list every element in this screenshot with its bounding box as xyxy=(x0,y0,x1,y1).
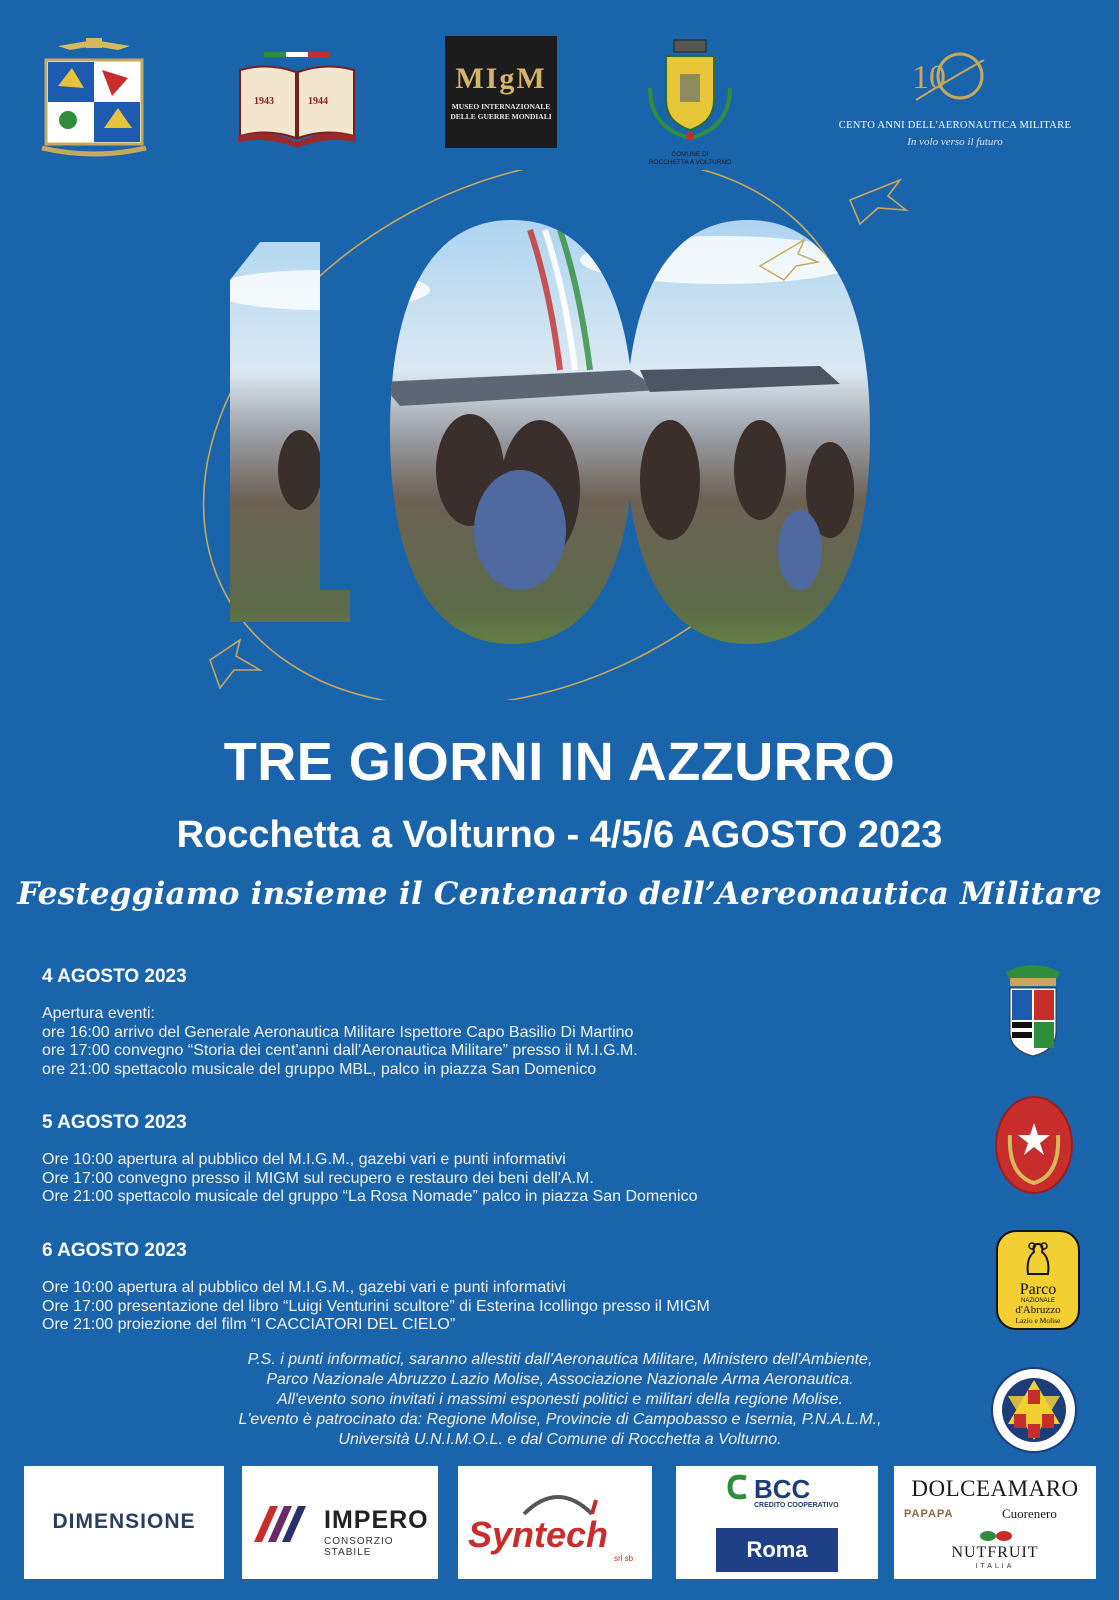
sponsor-dolceamaro xyxy=(894,1466,1096,1579)
day-2-line: Ore 21:00 spettacolo musicale del gruppo “La Rosa Nomade” palco in piazza San Domenico xyxy=(42,1188,698,1205)
sponsor-dimensione xyxy=(24,1466,224,1579)
migm-name: MIgM xyxy=(455,62,547,95)
impero-subtitle: CONSORZIO STABILE xyxy=(324,1536,394,1558)
note-line: Università U.N.I.M.O.L. e dal Comune di Rocchetta a Volturno. xyxy=(338,1431,782,1448)
parco-region: Lazio e Molise xyxy=(1015,1316,1061,1325)
centenary-title: CENTO ANNI DELL'AERONAUTICA MILITARE xyxy=(838,120,1072,131)
regione-molise-crest-icon xyxy=(1000,962,1066,1058)
impero-name: IMPERO xyxy=(324,1506,429,1534)
cuorenero-brand: Cuorenero xyxy=(1002,1506,1057,1521)
notes-block xyxy=(120,1350,1000,1450)
aeronautica-coat-of-arms-icon xyxy=(38,36,150,158)
migm-subtitle-2: DELLE GUERRE MONDIALI xyxy=(450,112,552,121)
bcc-name: BCC xyxy=(754,1474,811,1504)
parco-name: Parco xyxy=(1019,1281,1057,1298)
day-2-date: 5 AGOSTO 2023 xyxy=(42,1112,187,1133)
day-2-line: Ore 10:00 apertura al pubblico del M.I.G.M., gazebi vari e punti informativi xyxy=(42,1151,566,1168)
impero-mark-icon xyxy=(252,1502,316,1546)
note-line: P.S. i punti informatici, saranno allestiti dall'Aeronautica Militare, Ministero dell'Ambiente, xyxy=(247,1351,873,1368)
day-3-date: 6 AGOSTO 2023 xyxy=(42,1240,187,1261)
day-3-line: Ore 17:00 presentazione del libro “Luigi Venturini scultore” di Esterina Icollingo presso il MIGM xyxy=(42,1297,710,1315)
syntech-suffix: srl sb xyxy=(614,1554,634,1563)
parco-nazionale: NAZIONALE xyxy=(1020,1298,1055,1304)
sponsor-syntech xyxy=(458,1466,652,1579)
papapa-brand: PAPAPA xyxy=(904,1508,954,1520)
universita-molise-seal-icon xyxy=(990,1366,1078,1454)
day-1-line: ore 16:00 arrivo del Generale Aeronautica Militare Ispettore Capo Basilio Di Martino xyxy=(42,1023,634,1041)
day-3-line: Ore 10:00 apertura al pubblico del M.I.G.M., gazebi vari e punti informativi xyxy=(42,1279,566,1296)
syntech-arc-icon xyxy=(518,1486,598,1516)
book-year-right: 1944 xyxy=(308,96,328,107)
migm-subtitle-1: MUSEO INTERNAZIONALE xyxy=(451,102,551,111)
day-3-line: Ore 21:00 proiezione del film “I CACCIATORI DEL CIELO” xyxy=(42,1316,456,1333)
svg-text:10: 10 xyxy=(912,59,946,96)
event-title: TRE GIORNI IN AZZURRO xyxy=(223,732,896,792)
comune-logo xyxy=(640,38,740,166)
day-1-date: 4 AGOSTO 2023 xyxy=(42,966,187,987)
nutfruit-subtitle: ITALIA xyxy=(975,1563,1015,1570)
day-1-line: ore 21:00 spettacolo musicale del gruppo MBL, palco in piazza San Domenico xyxy=(42,1060,597,1078)
centenary-emblem-icon xyxy=(908,44,988,108)
day-1-line: Apertura eventi: xyxy=(42,1005,155,1022)
nutfruit-leaves-icon xyxy=(978,1528,1014,1544)
migm-logo xyxy=(445,36,557,148)
centenary-logo xyxy=(830,44,1080,154)
note-line: L'evento è patrocinato da: Regione Molise, Provincie di Campobasso e Isernia, P.N.A.L.M., xyxy=(238,1411,882,1428)
dolceamaro-name: DOLCEAMARO xyxy=(911,1476,1079,1501)
comune-caption-1: COMUNE DI xyxy=(671,151,709,158)
sponsor-impero xyxy=(242,1466,438,1579)
parco-abruzzo: d'Abruzzo xyxy=(1015,1304,1061,1316)
bcc-mark-icon xyxy=(726,1472,752,1502)
sponsor-bcc xyxy=(676,1466,878,1579)
book-year-left: 1943 xyxy=(254,96,274,107)
day-3-program xyxy=(42,1279,710,1335)
book-logo-icon xyxy=(236,50,358,150)
nutfruit-brand: NUTFRUIT xyxy=(951,1544,1039,1561)
provincia-crest-icon xyxy=(994,1095,1074,1195)
day-2-line: Ore 17:00 convegno presso il MIGM sul recupero e restauro dei beni dell'A.M. xyxy=(42,1169,594,1187)
dimensione-name: DIMENSIONE xyxy=(52,1510,196,1533)
note-line: Parco Nazionale Abruzzo Lazio Molise, Associazione Nazionale Arma Aeronautica. xyxy=(266,1371,854,1388)
comune-crest-icon xyxy=(640,38,740,146)
syntech-name: Syntech xyxy=(468,1514,609,1555)
hero-100-graphic xyxy=(200,170,920,700)
event-tagline: Festeggiamo insieme il Centenario dell’Aereonautica Militare xyxy=(17,876,1102,912)
centenary-subtitle: In volo verso il futuro xyxy=(907,136,1003,148)
event-subtitle: Rocchetta a Volturno - 4/5/6 AGOSTO 2023 xyxy=(176,814,943,856)
parco-nazionale-logo xyxy=(996,1230,1080,1330)
comune-caption-2: ROCCHETTA A VOLTURNO xyxy=(648,159,732,166)
day-1-line: ore 17:00 convegno “Storia dei cent'anni dall'Aeronautica Militare” presso il M.I.G.M. xyxy=(42,1042,638,1059)
note-line: All'evento sono invitati i massimi esponesti politici e militari della regione Molise. xyxy=(277,1391,843,1408)
bcc-subtitle: CREDITO COOPERATIVO xyxy=(754,1502,839,1509)
day-1-program xyxy=(42,1005,638,1079)
day-2-program xyxy=(42,1151,697,1207)
bcc-branch: Roma xyxy=(716,1528,838,1572)
bear-icon xyxy=(1018,1238,1058,1278)
